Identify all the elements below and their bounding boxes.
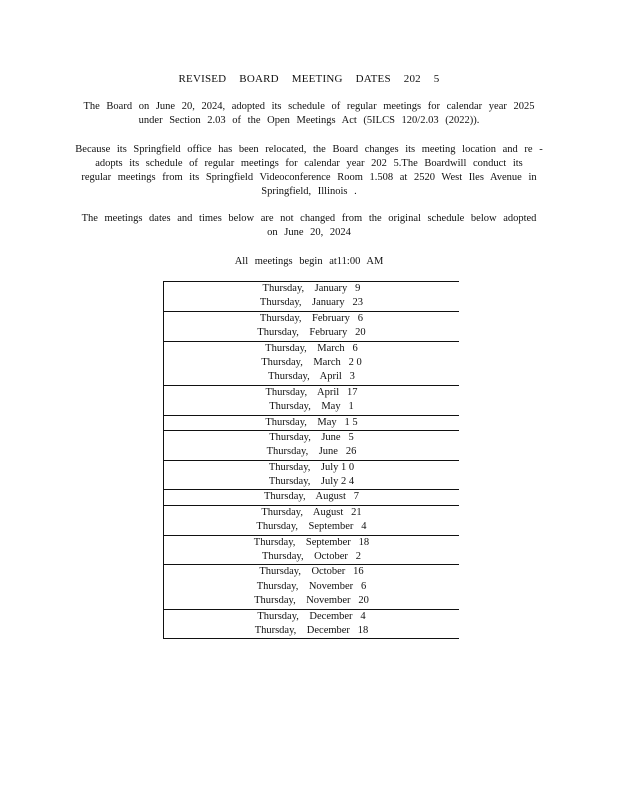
paragraph-line: on June 20, 2024 xyxy=(267,227,351,238)
schedule-group xyxy=(164,506,459,536)
meeting-date-row: Thursday, October 2 xyxy=(261,551,362,563)
meeting-date-row: Thursday, September 4 xyxy=(256,521,367,533)
meeting-date-row: Thursday, July 2 4 xyxy=(268,476,355,488)
paragraph-line: under Section 2.03 of the Open Meetings Act (5ILCS 120/2.03 (2022)). xyxy=(138,115,480,126)
paragraph-line: Springfield, Illinois . xyxy=(261,186,357,197)
meeting-date-row: Thursday, April 3 xyxy=(268,371,355,383)
meeting-date-row: Thursday, July 1 0 xyxy=(268,461,355,473)
meeting-date-row: Thursday, January 9 xyxy=(262,283,361,294)
schedule-group xyxy=(164,342,459,386)
schedule-group xyxy=(164,610,459,640)
paragraph-line: Because its Springfield office has been relocated, the Board changes its meeting location and re - xyxy=(75,144,543,155)
meeting-date-row: Thursday, November 20 xyxy=(254,595,369,607)
schedule-group xyxy=(164,565,459,609)
meeting-date-row: Thursday, November 6 xyxy=(256,580,367,592)
meeting-date-row: Thursday, August 21 xyxy=(261,506,362,518)
meeting-date-row: Thursday, December 4 xyxy=(257,610,366,622)
meeting-start-time: All meetings begin at11:00 AM xyxy=(234,256,384,267)
adoption-paragraph xyxy=(0,100,618,128)
meeting-date-row: Thursday, September 18 xyxy=(253,536,370,548)
meeting-date-row: Thursday, March 6 xyxy=(265,342,358,354)
schedule-group xyxy=(164,312,459,342)
relocation-paragraph xyxy=(0,143,618,199)
paragraph-line: The meetings dates and times below are not changed from the original schedule below adopted xyxy=(81,213,537,224)
schedule-group xyxy=(164,386,459,416)
unchanged-dates-paragraph xyxy=(0,212,618,240)
meeting-date-row: Thursday, June 26 xyxy=(266,446,357,458)
meeting-date-row: Thursday, March 2 0 xyxy=(261,356,362,368)
meeting-date-row: Thursday, October 16 xyxy=(259,566,364,578)
meeting-date-row: Thursday, April 17 xyxy=(265,386,358,398)
meeting-date-row: Thursday, December 18 xyxy=(254,624,369,636)
paragraph-line: The Board on June 20, 2024, adopted its schedule of regular meetings for calendar year 2025 xyxy=(83,101,535,112)
meeting-schedule-table xyxy=(163,281,459,639)
meeting-date-row: Thursday, January 23 xyxy=(259,297,364,309)
schedule-group xyxy=(164,416,459,431)
meeting-date-row: Thursday, June 5 xyxy=(269,431,354,443)
meeting-date-row: Thursday, February 20 xyxy=(257,327,366,339)
schedule-group xyxy=(164,431,459,461)
meeting-date-row: Thursday, May 1 xyxy=(269,401,354,413)
schedule-group xyxy=(164,461,459,491)
schedule-group xyxy=(164,282,459,312)
paragraph-line: adopts its schedule of regular meetings for calendar year 202 5.The Boardwill conduct its xyxy=(95,158,523,169)
paragraph-line: regular meetings from its Springfield Videoconference Room 1.508 at 2520 West Iles Avenue in xyxy=(81,172,537,183)
document-title: REVISED BOARD MEETING DATES 202 5 xyxy=(178,73,440,85)
schedule-group xyxy=(164,536,459,566)
schedule-group xyxy=(164,490,459,505)
meeting-date-row: Thursday, February 6 xyxy=(259,312,364,324)
meeting-date-row: Thursday, August 7 xyxy=(264,491,359,503)
meeting-date-row: Thursday, May 1 5 xyxy=(265,416,358,428)
